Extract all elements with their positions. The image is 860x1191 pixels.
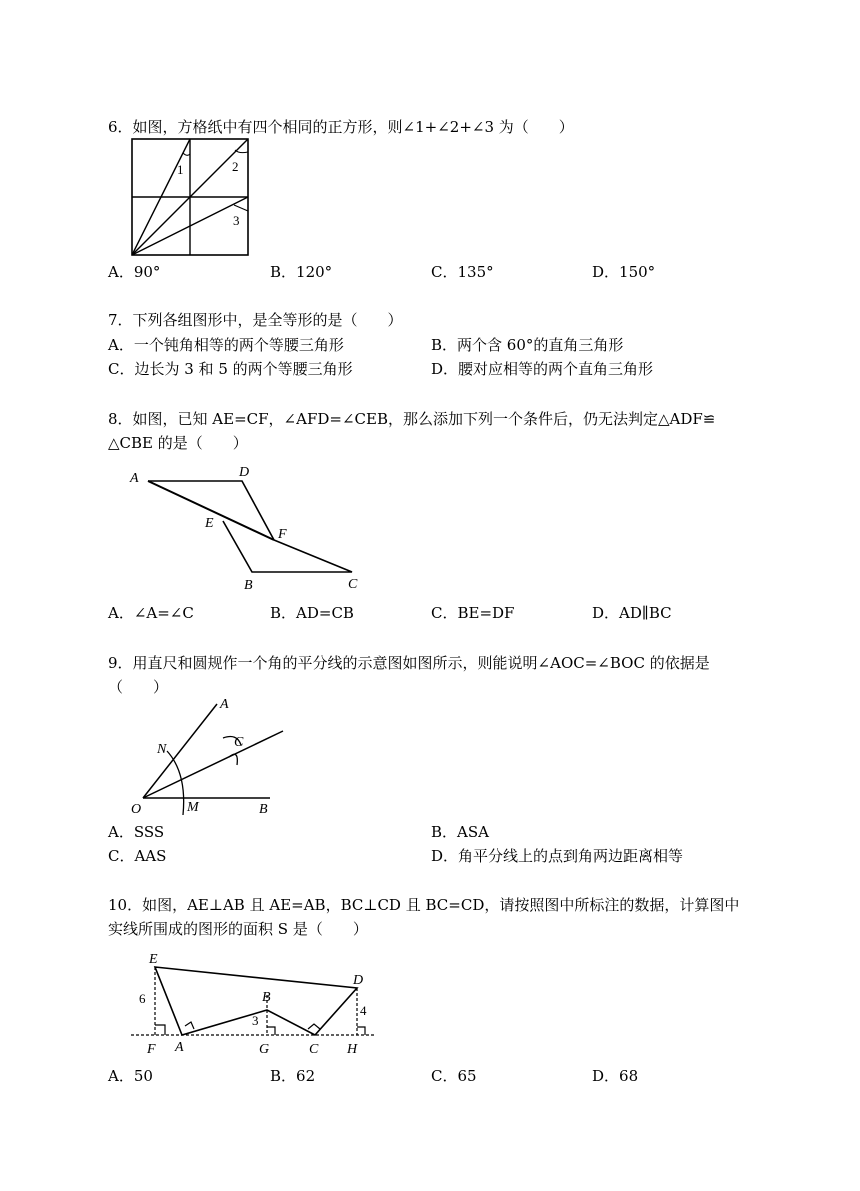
q10-length-label: 4 — [360, 1003, 367, 1018]
q6-grid-figure — [131, 138, 251, 258]
q10-area-figure — [125, 950, 385, 1060]
q9-point-label: A — [220, 697, 229, 712]
q6-option-d[interactable]: D．150° — [592, 263, 656, 281]
q10-point-label: H — [347, 1042, 358, 1057]
q8-point-label: C — [348, 577, 358, 592]
q8-point-label: D — [239, 465, 250, 480]
q10-point-label: C — [309, 1042, 319, 1057]
q9-option-a[interactable]: A．SSS — [108, 823, 165, 841]
q10-option-a[interactable]: A．50 — [108, 1067, 153, 1085]
q9-option-c[interactable]: C．AAS — [108, 847, 167, 865]
q9-stem-line2: （ ） — [108, 678, 169, 696]
q10-point-label: A — [175, 1040, 184, 1055]
q8-stem-line1: 8．如图，已知 AE=CF，∠AFD=∠CEB，那么添加下列一个条件后，仍无法判定△ADF≌ — [108, 410, 716, 428]
q9-point-label: M — [187, 800, 199, 815]
q6-angle-label: 2 — [232, 159, 239, 174]
q9-option-d[interactable]: D．角平分线上的点到角两边距离相等 — [431, 847, 684, 865]
q6-option-b[interactable]: B．120° — [270, 263, 333, 281]
q9-point-label: N — [157, 742, 167, 757]
q8-point-label: E — [205, 516, 214, 531]
q8-option-c[interactable]: C．BE=DF — [431, 604, 515, 622]
q6-angle-label: 1 — [177, 162, 184, 177]
q10-stem-line2: 实线所围成的图形的面积 S 是（ ） — [108, 920, 368, 938]
q9-bisector-figure — [125, 693, 295, 818]
q8-stem-line2: △CBE 的是（ ） — [108, 434, 248, 452]
q9-point-label: O — [131, 802, 142, 817]
q8-option-b[interactable]: B．AD=CB — [270, 604, 354, 622]
q9-option-b[interactable]: B．ASA — [431, 823, 489, 841]
q10-point-label: G — [259, 1042, 270, 1057]
q9-stem-line1: 9．用直尺和圆规作一个角的平分线的示意图如图所示，则能说明∠AOC=∠BOC 的依据是 — [108, 654, 710, 672]
q7-option-b[interactable]: B．两个含 60°的直角三角形 — [431, 336, 624, 354]
q8-option-d[interactable]: D．AD∥BC — [592, 604, 672, 622]
q10-stem-line1: 10．如图，AE⊥AB 且 AE=AB，BC⊥CD 且 BC=CD，请按照图中所标注的数据，计算图中 — [108, 896, 740, 914]
q6-angle-label: 3 — [233, 213, 240, 228]
q7-option-a[interactable]: A．一个钝角相等的两个等腰三角形 — [108, 336, 344, 354]
q8-option-a[interactable]: A．∠A=∠C — [108, 604, 194, 622]
q10-point-label: E — [149, 952, 158, 967]
q10-length-label: 6 — [139, 991, 146, 1006]
q9-point-label: C — [234, 735, 244, 750]
q10-option-b[interactable]: B．62 — [270, 1067, 316, 1085]
q9-point-label: B — [259, 802, 268, 817]
q7-option-d[interactable]: D．腰对应相等的两个直角三角形 — [431, 360, 654, 378]
q6-option-c[interactable]: C．135° — [431, 263, 494, 281]
q10-length-label: 3 — [252, 1013, 259, 1028]
q6-stem: 6．如图，方格纸中有四个相同的正方形，则∠1+∠2+∠3 为（ ） — [108, 118, 574, 136]
q8-point-label: A — [130, 471, 139, 486]
q10-option-c[interactable]: C．65 — [431, 1067, 477, 1085]
q6-option-a[interactable]: A．90° — [108, 263, 161, 281]
q10-point-label: F — [147, 1042, 156, 1057]
q7-stem: 7．下列各组图形中，是全等形的是（ ） — [108, 311, 403, 329]
q10-point-label: B — [262, 990, 271, 1005]
q8-triangles-figure — [120, 460, 380, 592]
q8-point-label: F — [278, 527, 287, 542]
q7-option-c[interactable]: C．边长为 3 和 5 的两个等腰三角形 — [108, 360, 353, 378]
q8-point-label: B — [244, 578, 253, 593]
q10-option-d[interactable]: D．68 — [592, 1067, 639, 1085]
q10-point-label: D — [353, 973, 364, 988]
